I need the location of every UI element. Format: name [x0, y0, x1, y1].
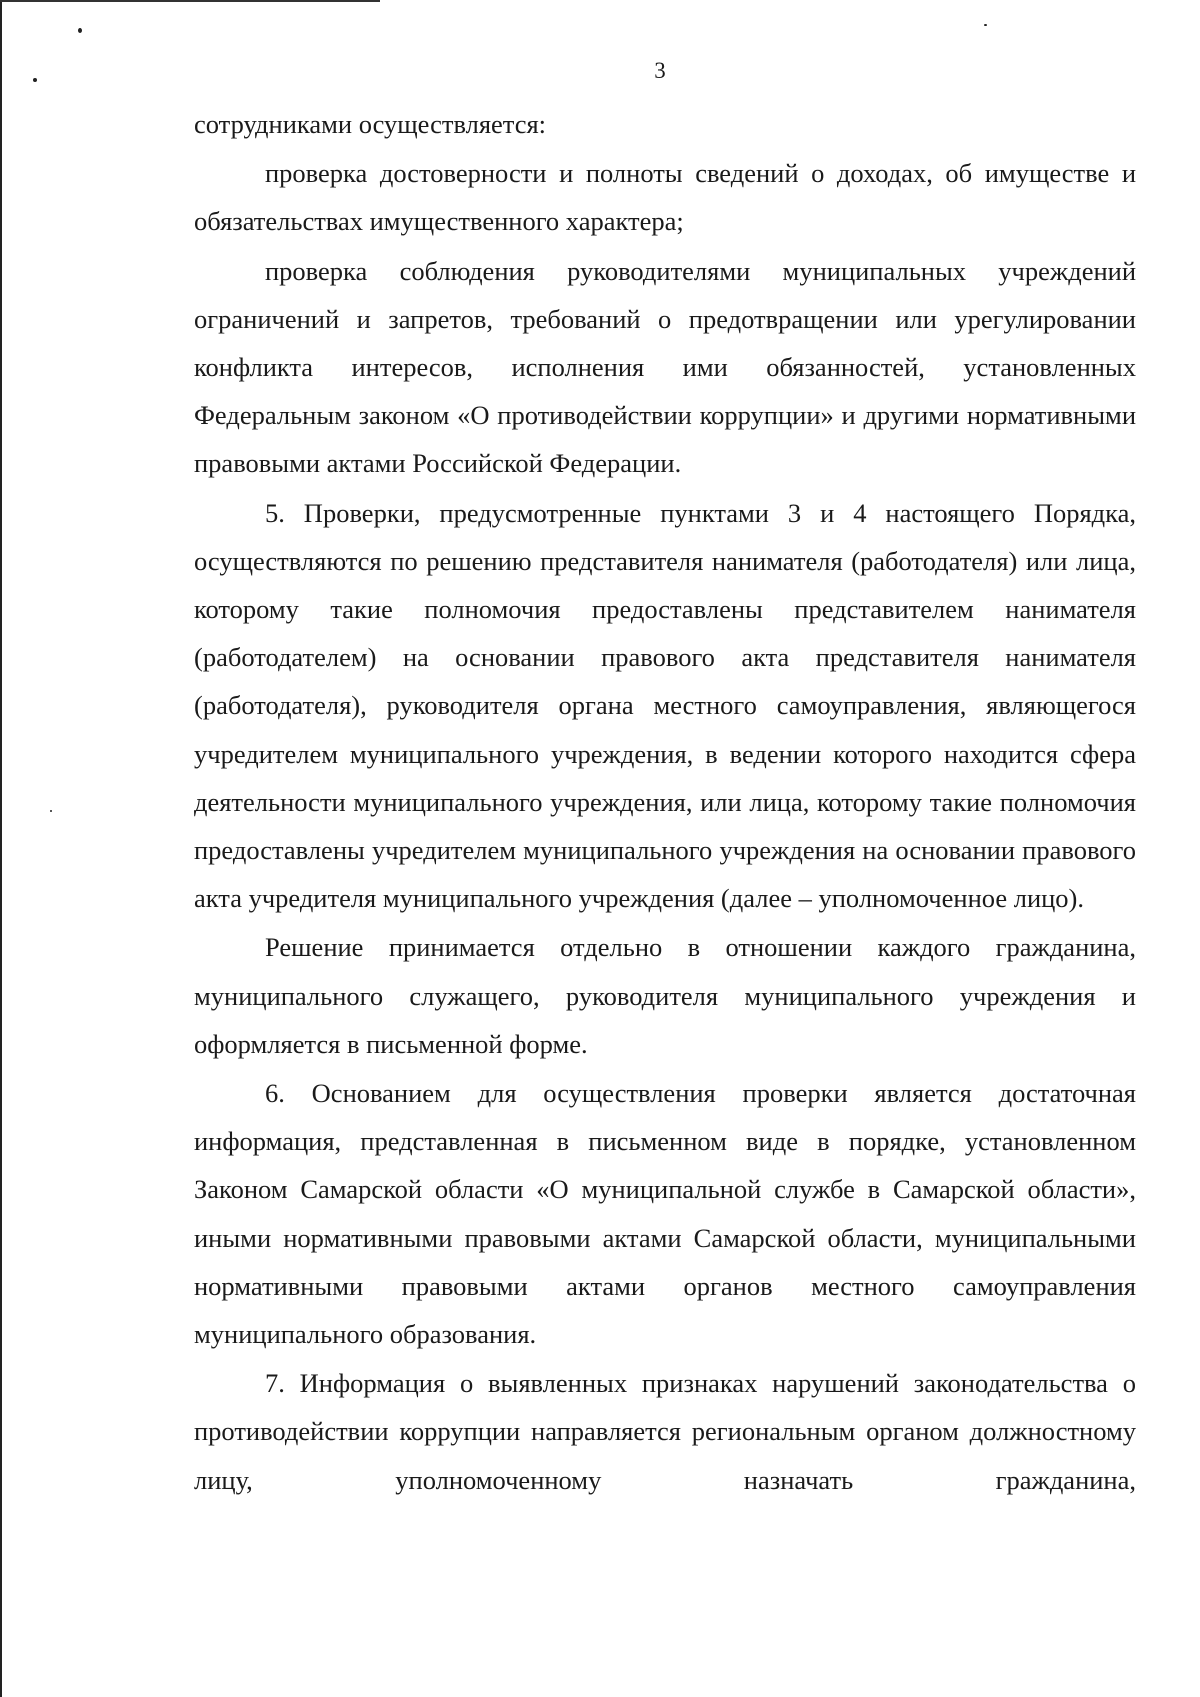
- paragraph: 5. Проверки, предусмотренные пунктами 3 и 4 настоящего Порядка, осуществляются по решению представителя нанимателя (работодателя) или лица, которому такие полномочия предоставлены представителем нанимателя (работодателем) на основании правового акта представителя нанимателя (работодателя), руководителя органа местного самоуправления, являющегося учредителем муниципального учреждения, в ведении которого находится сфера деятельности муниципального учреждения, или лица, которому такие полномочия предоставлены учредителем муниципального учреждения на основании правового акта учредителя муниципального учреждения (далее – уполномоченное лицо).: [194, 497, 1136, 914]
- paragraph: сотрудниками осуществляется:: [194, 109, 547, 139]
- scan-speck: [984, 24, 987, 26]
- paragraph: 7. Информация о выявленных признаках нарушений законодательства о противодействии коррупции направляется региональным органом должностному лицу, уполномоченному назначать гражданина,: [194, 1368, 1136, 1495]
- scan-speck: [50, 810, 52, 812]
- paragraph: проверка достоверности и полноты сведений о доходах, об имуществе и обязательствах имущественного характера;: [194, 158, 1136, 237]
- document-body: [194, 100, 1136, 1504]
- scan-left-edge: [0, 0, 2, 1697]
- scan-top-edge: [0, 0, 380, 2]
- scan-speck: [78, 28, 82, 33]
- page-number: 3: [654, 58, 666, 83]
- paragraph: Решение принимается отдельно в отношении каждого гражданина, муниципального служащего, руководителя муниципального учреждения и оформляется в письменной форме.: [194, 932, 1136, 1059]
- paragraph: 6. Основанием для осуществления проверки является достаточная информация, представленная в письменном виде в порядке, установленном Законом Самарской области «О муниципальной службе в Самарской области», иными нормативными правовыми актами Самарской области, муниципальными нормативными правовыми актами органов местного самоуправления муниципального образования.: [194, 1078, 1136, 1350]
- paragraph: проверка соблюдения руководителями муниципальных учреждений ограничений и запретов, требований о предотвращении или урегулировании конфликта интересов, исполнения ими обязанностей, установленных Федеральным законом «О противодействии коррупции» и другими нормативными правовыми актами Российской Федерации.: [194, 255, 1136, 479]
